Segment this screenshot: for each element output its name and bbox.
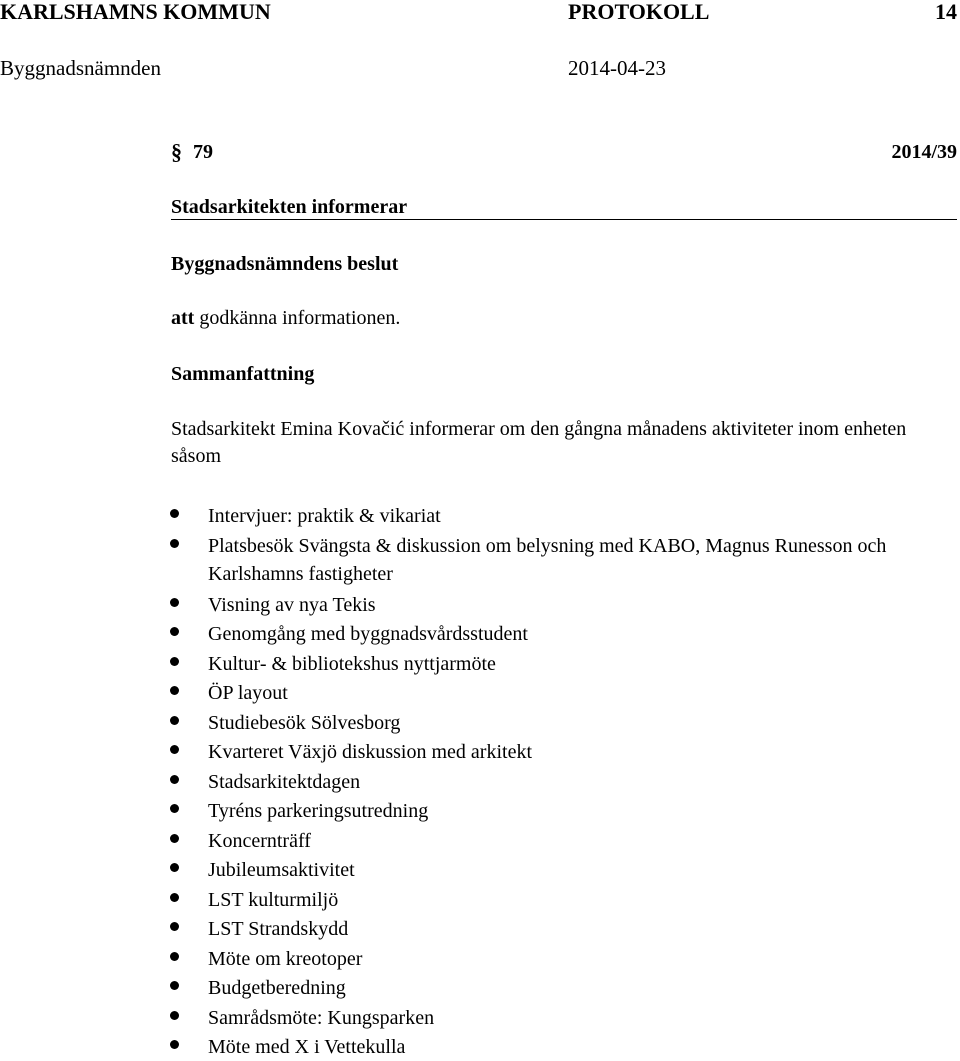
bullet-icon (170, 775, 179, 784)
bullet-icon (170, 598, 179, 607)
case-number: 2014/39 (891, 141, 957, 163)
paragraph-symbol: § (171, 139, 182, 164)
activity-text: Samrådsmöte: Kungsparken (208, 1006, 435, 1029)
bullet-icon (170, 627, 179, 636)
municipality-name: KARLSHAMNS KOMMUN (0, 0, 271, 24)
activity-text: LST Strandskydd (208, 918, 349, 940)
bullet-icon (170, 834, 179, 843)
bullet-icon (170, 804, 179, 813)
bullet-icon (170, 922, 179, 931)
summary-heading: Sammanfattning (171, 363, 315, 385)
decision-text (171, 306, 400, 330)
activity-text: Intervjuer: praktik & vikariat (208, 505, 441, 527)
att-word: att (171, 307, 195, 329)
activity-text: Tyréns parkeringsutredning (208, 800, 429, 822)
bullet-icon (170, 1011, 179, 1020)
bullet-icon (170, 657, 179, 666)
activity-text: Platsbesök Svängsta & diskussion om belysning med KABO, Magnus Runesson och Karlshamns fastigheter (208, 534, 887, 585)
bullet-icon (170, 893, 179, 902)
bullet-icon (170, 509, 179, 518)
section-number: 79 (193, 141, 213, 163)
bullet-icon (170, 981, 179, 990)
summary-text: Stadsarkitekt Emina Kovačić informerar om den gångna månadens aktiviteter inom enheten såsom (171, 418, 907, 467)
section-title-row (171, 195, 957, 219)
activity-text: Kvarteret Växjö diskussion med arkitekt (208, 741, 533, 763)
activity-text: Stadsarkitektdagen (208, 770, 361, 793)
bullet-icon (170, 686, 179, 695)
activity-text: Visning av nya Tekis (208, 593, 376, 616)
activity-text: Möte om kreotoper (208, 947, 363, 970)
bullet-icon (170, 952, 179, 961)
title-underline (171, 219, 957, 220)
activity-text: Jubileumsaktivitet (208, 859, 355, 881)
page-number: 14 (935, 0, 957, 24)
bullet-icon (170, 1040, 179, 1049)
activity-text: Kultur- & bibliotekshus nyttjarmöte (208, 652, 496, 675)
bullet-icon (170, 863, 179, 872)
document-type: PROTOKOLL (568, 0, 710, 24)
committee-name: Byggnadsnämnden (0, 56, 161, 80)
decision-body: godkänna informationen. (199, 307, 401, 329)
activity-text: Möte med X i Vettekulla (208, 1036, 406, 1058)
bullet-icon (170, 539, 179, 548)
decision-heading: Byggnadsnämndens beslut (171, 253, 399, 275)
activity-text: LST kulturmiljö (208, 888, 339, 911)
bullet-icon (170, 745, 179, 754)
bullet-icon (170, 716, 179, 725)
activity-text: Studiebesök Sölvesborg (208, 711, 401, 734)
activity-text: Genomgång med byggnadsvårdsstudent (208, 623, 528, 645)
section-title: Stadsarkitekten informerar (171, 196, 408, 218)
activity-text: ÖP layout (208, 682, 288, 704)
meeting-date: 2014-04-23 (568, 56, 666, 80)
activity-text: Budgetberedning (208, 977, 346, 999)
activity-text: Koncernträff (208, 829, 311, 852)
